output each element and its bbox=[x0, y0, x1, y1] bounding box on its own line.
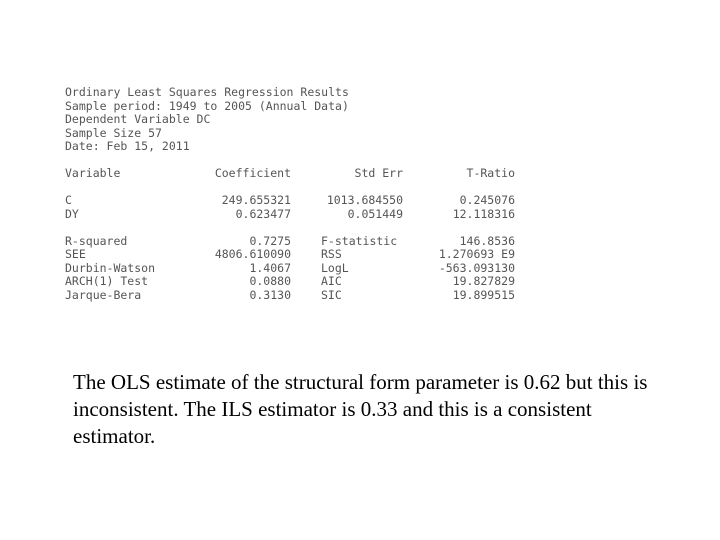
coef-t-ratio: 12.118316 bbox=[452, 206, 515, 221]
spacer bbox=[65, 181, 525, 195]
stat-label: SEE bbox=[65, 247, 86, 261]
stat-label-2: LogL bbox=[321, 260, 349, 275]
stat-value-2: 1.270693 E9 bbox=[438, 247, 515, 261]
coef-std-err: 1013.684550 bbox=[326, 193, 403, 207]
coef-t-ratio: 0.245076 bbox=[459, 193, 515, 207]
coef-variable: C bbox=[65, 193, 72, 207]
col-t-ratio: T-Ratio bbox=[466, 166, 515, 180]
stat-label-2: AIC bbox=[321, 274, 342, 288]
coef-std-err: 0.051449 bbox=[347, 206, 403, 221]
stat-label: R-squared bbox=[65, 233, 128, 248]
stat-value: 0.7275 bbox=[249, 233, 291, 248]
stat-value: 1.4067 bbox=[249, 260, 291, 275]
stat-value: 4806.610090 bbox=[214, 247, 291, 261]
regression-output bbox=[65, 86, 525, 304]
coef-value: 249.655321 bbox=[221, 193, 291, 207]
stat-row bbox=[65, 262, 525, 276]
run-date: Date: Feb 15, 2011 bbox=[65, 139, 190, 153]
col-variable: Variable bbox=[65, 166, 121, 180]
stat-label-2: F-statistic bbox=[321, 233, 398, 248]
column-header-row bbox=[65, 167, 525, 181]
sample-size: Sample Size 57 bbox=[65, 125, 162, 140]
stat-value-2: 19.827829 bbox=[452, 274, 515, 288]
stat-row bbox=[65, 289, 525, 303]
dependent-variable: Dependent Variable DC bbox=[65, 112, 211, 126]
col-coefficient: Coefficient bbox=[214, 166, 291, 180]
stat-label-2: RSS bbox=[321, 247, 342, 261]
stat-row bbox=[65, 275, 525, 289]
stat-label: ARCH(1) Test bbox=[65, 274, 149, 288]
stat-value-2: -563.093130 bbox=[438, 260, 515, 275]
stat-label: Jarque-Bera bbox=[65, 287, 142, 302]
stat-value: 0.3130 bbox=[249, 287, 291, 302]
coef-row bbox=[65, 194, 525, 208]
stat-label-2: SIC bbox=[321, 287, 342, 302]
coef-variable: DY bbox=[65, 206, 79, 221]
stat-row bbox=[65, 235, 525, 249]
sample-period: Sample period: 1949 to 2005 (Annual Data) bbox=[65, 98, 349, 113]
caption-text: The OLS estimate of the structural form parameter is 0.62 but this is inconsistent. The ILS estimator is 0.33 and this is a consistent estimator. bbox=[73, 370, 648, 448]
coef-value: 0.623477 bbox=[235, 206, 291, 221]
spacer bbox=[65, 221, 525, 235]
stat-row bbox=[65, 248, 525, 262]
output-title: Ordinary Least Squares Regression Results bbox=[65, 86, 349, 99]
stat-value: 0.0880 bbox=[249, 274, 291, 288]
stat-value-2: 19.899515 bbox=[452, 287, 515, 302]
spacer bbox=[65, 154, 525, 168]
stat-label: Durbin-Watson bbox=[65, 260, 156, 275]
stat-value-2: 146.8536 bbox=[459, 233, 515, 248]
col-std-err: Std Err bbox=[354, 166, 403, 180]
coef-row bbox=[65, 208, 525, 222]
